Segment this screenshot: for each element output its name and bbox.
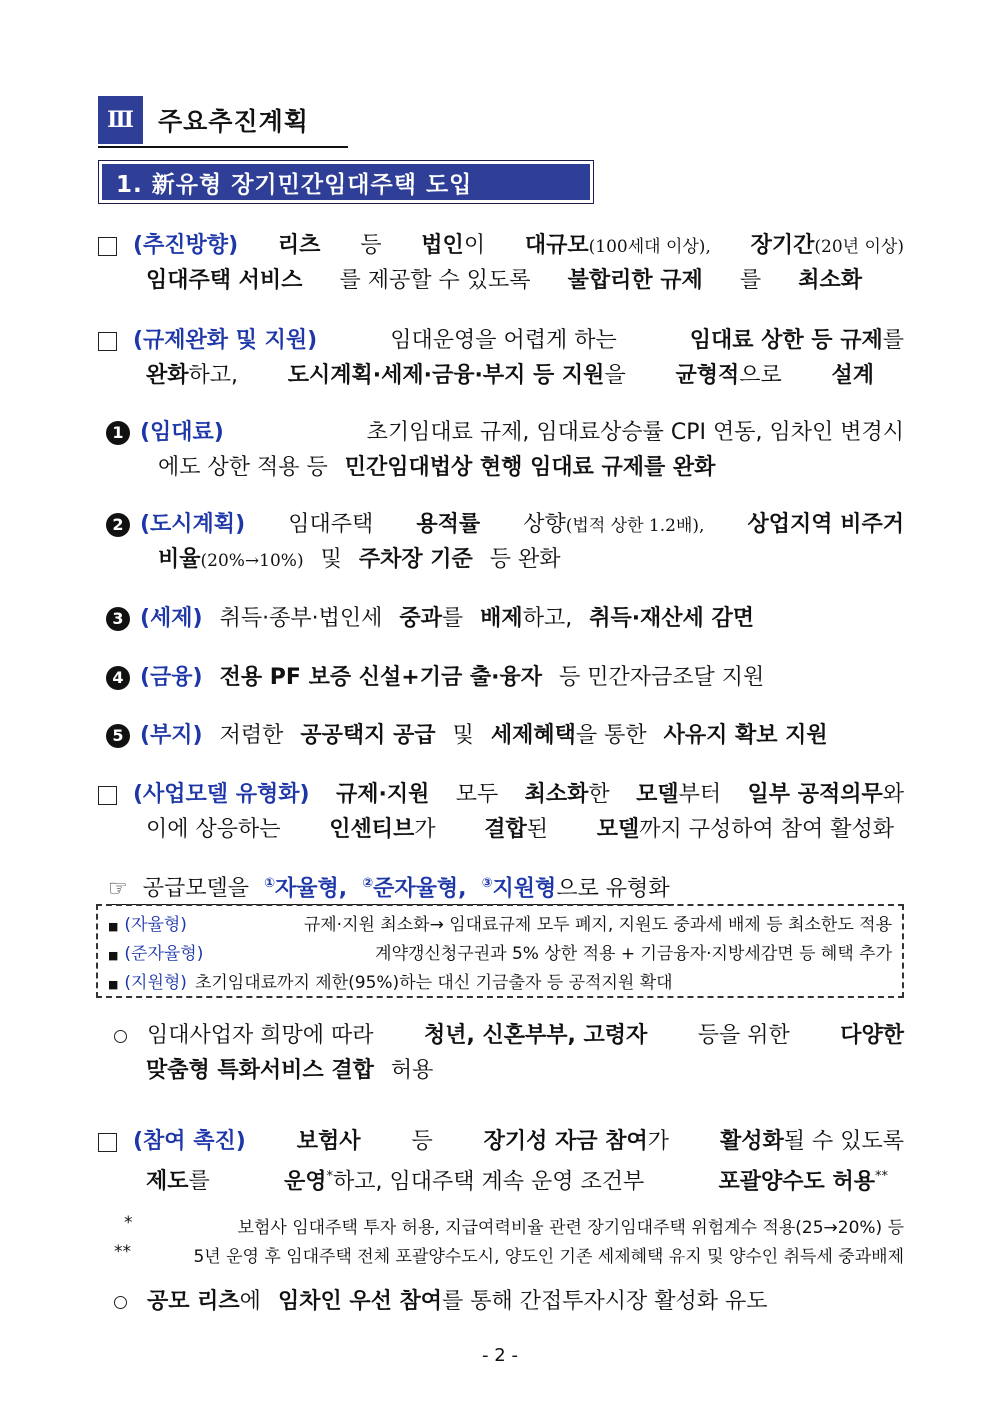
box-label: (지원형) (124, 972, 187, 993)
box-text: 규제·지원 최소화→ 임대료규제 모두 폐지, 지원도 중과세 배제 등 최소한도 적용 (303, 914, 892, 935)
label-direction: (추진방향) (133, 233, 239, 258)
box-label: (준자율형) (124, 943, 204, 964)
text: (법적 상한 1.2배), (565, 516, 705, 536)
label-regulation: (규제완화 및 지원) (133, 328, 318, 353)
text: 리츠 (277, 233, 321, 258)
text: * (326, 1169, 334, 1184)
item-4 (106, 663, 764, 693)
text: 비율 (158, 547, 201, 572)
text: 취득·재산세 감면 (589, 606, 754, 631)
text: 대규모 (524, 233, 589, 258)
paragraph-3-line-2 (146, 815, 894, 845)
text: 까지 구성하여 참여 활성화 (639, 817, 894, 842)
paragraph-3-line-1 (98, 780, 904, 810)
text: 가 (647, 1129, 670, 1154)
paragraph-4-line-1 (114, 1021, 904, 1051)
text: 등 (360, 233, 382, 258)
label-tax: (세제) (140, 606, 203, 631)
text: 초기임대료 규제, 임대료상승률 CPI 연동, 임차인 변경시 (366, 420, 904, 445)
text: 등을 위한 (697, 1023, 790, 1048)
text: 와 (882, 782, 904, 807)
text: 민간임대법상 현행 임대료 규제를 완화 (344, 455, 716, 480)
text: 배제 (480, 606, 523, 631)
text: 이 (463, 233, 486, 258)
box-item-2 (108, 937, 892, 965)
text: 전용 PF 보증 신설+기금 출·융자 (219, 665, 542, 690)
box-item-3 (108, 966, 892, 994)
text: 사유지 확보 지원 (663, 723, 828, 748)
text: 를 제공할 수 있도록 (339, 268, 531, 293)
text: 임대사업자 희망에 따라 (147, 1023, 374, 1048)
text: 하고, (188, 363, 239, 388)
footnote-2 (114, 1242, 904, 1267)
text: 상업지역 비주거 (747, 512, 904, 537)
text: 일부 공적의무 (747, 782, 883, 807)
footnote-text: 5년 운영 후 임대주택 전체 포괄양수도시, 양도인 기존 세제혜택 유지 및 양수인 취득세 중과배제 (193, 1247, 904, 1267)
page-number: - 2 - (482, 1345, 518, 1366)
model-summary-box (96, 904, 904, 998)
checkbox-bullet-icon (98, 237, 117, 256)
text: 포괄양수도 허용 (718, 1169, 875, 1195)
text: 청년, 신혼부부, 고령자 (423, 1023, 648, 1048)
text: 임대주택 (288, 512, 374, 537)
text: 법인 (421, 233, 464, 258)
footnote-mark: * (124, 1213, 133, 1233)
text: 불합리한 규제 (567, 268, 703, 293)
text: (20%→10%) (200, 551, 304, 571)
text: 용적률 (416, 512, 481, 537)
number-4-icon: 4 (106, 666, 130, 690)
text: 임대료 상한 등 규제 (689, 328, 883, 353)
text: 에 (239, 1289, 261, 1314)
checkbox-bullet-icon (98, 332, 117, 351)
text: 임대주택 서비스 (146, 268, 303, 293)
text: 규제·지원 (335, 782, 430, 807)
text: 취득·종부·법인세 (219, 606, 383, 631)
text: 및 (320, 547, 342, 572)
text: 한 (588, 782, 610, 807)
paragraph-2-line-2 (146, 361, 874, 391)
text: 다양한 (840, 1023, 904, 1048)
label-rent: (임대료) (140, 420, 224, 445)
text: 상향 (523, 512, 566, 537)
text: 을 통한 (575, 723, 647, 748)
pointing-hand-icon: ☞ (108, 876, 128, 902)
paragraph-5-line-1 (98, 1127, 904, 1157)
model-semi-autonomous: 준자율형, (373, 876, 467, 902)
text: ③ (481, 876, 493, 891)
item-5 (106, 721, 828, 751)
text: 공공택지 공급 (300, 723, 436, 748)
text: 장기간 (750, 233, 815, 258)
text: 를 (739, 268, 762, 293)
paragraph-1-line-2 (146, 266, 862, 296)
text: 모델 (596, 817, 640, 842)
square-bullet-icon: ■ (108, 919, 119, 933)
text: (20년 이상) (814, 237, 904, 257)
number-2-icon: 2 (106, 513, 130, 537)
circle-bullet-icon (114, 1296, 127, 1309)
text: 가 (414, 817, 436, 842)
subsection-title: 1. 新유형 장기민간임대주택 도입 (102, 164, 590, 200)
text: 를 (441, 606, 464, 631)
text: 최소화 (524, 782, 589, 807)
text: ② (362, 876, 374, 891)
item-2-line-1 (106, 510, 904, 541)
text: 운영 (284, 1169, 327, 1195)
box-item-1 (108, 908, 892, 936)
text: 저렴한 (219, 723, 284, 748)
text: 및 (452, 723, 474, 748)
footnote-text: 보험사 임대주택 투자 허용, 지급여력비율 관련 장기임대주택 위험계수 적용(25→20%) 등 (237, 1218, 904, 1238)
text: 맞춤형 특화서비스 결합 (146, 1058, 374, 1083)
paragraph-2-line-1 (98, 326, 904, 356)
text: 임차인 우선 참여 (277, 1289, 443, 1314)
text: 등 (411, 1129, 433, 1154)
section-roman-numeral: Ⅲ (98, 96, 143, 144)
paragraph-5-line-2 (146, 1162, 888, 1197)
text: 공급모델을 (142, 876, 249, 902)
label-urban-planning: (도시계획) (140, 512, 246, 537)
model-supported: 지원형 (492, 876, 557, 902)
text: 설계 (831, 363, 874, 388)
text: 완화 (146, 363, 189, 388)
text: 제도 (146, 1169, 189, 1195)
text: 인센티브 (329, 817, 415, 842)
item-1-line-2 (158, 453, 838, 483)
paragraph-1-line-1 (98, 231, 904, 262)
square-bullet-icon: ■ (108, 977, 119, 991)
text: 주차장 기준 (358, 547, 473, 572)
label-land: (부지) (140, 723, 203, 748)
label-business-model: (사업모델 유형화) (133, 782, 310, 807)
text: 를 (882, 328, 904, 353)
text: 될 수 있도록 (783, 1129, 904, 1154)
text: 균형적 (675, 363, 740, 388)
paragraph-4-line-2 (146, 1056, 433, 1086)
text: 를 (188, 1169, 210, 1195)
text: 부터 (678, 782, 722, 807)
text: 을 (604, 363, 626, 388)
text: 중과 (399, 606, 442, 631)
square-bullet-icon: ■ (108, 948, 119, 962)
text: 으로 (739, 363, 782, 388)
section-header (98, 96, 348, 148)
subsection-header (98, 160, 594, 204)
text: 활성화 (719, 1129, 784, 1154)
text: 결합 (484, 817, 527, 842)
checkbox-bullet-icon (98, 1133, 117, 1152)
box-text: 계약갱신청구권과 5% 상한 적용 + 기금융자·지방세감면 등 혜택 추가 (375, 943, 892, 964)
text: 허용 (390, 1058, 434, 1083)
item-3 (106, 604, 754, 634)
label-participation: (참여 촉진) (133, 1129, 246, 1154)
model-autonomous: 자율형, (275, 876, 348, 902)
text: ① (264, 876, 276, 891)
text: 모델 (636, 782, 679, 807)
box-text: 초기임대료까지 제한(95%)하는 대신 기금출자 등 공적지원 확대 (194, 972, 673, 993)
text: 보험사 (296, 1129, 361, 1154)
text: 공모 리츠 (147, 1289, 240, 1314)
footnote-mark: ** (114, 1242, 131, 1262)
text: 장기성 자금 참여 (483, 1129, 648, 1154)
text: 등 완화 (489, 547, 561, 572)
text: 하고, (522, 606, 573, 631)
text: 에도 상한 적용 등 (158, 455, 328, 480)
checkbox-bullet-icon (98, 786, 117, 805)
text: 이에 상응하는 (146, 817, 281, 842)
text: 모두 (455, 782, 499, 807)
item-2-line-2 (158, 545, 561, 576)
text: 으로 유형화 (556, 876, 670, 902)
circle-bullet-icon (114, 1030, 127, 1043)
section-title: 주요추진계획 (158, 107, 309, 136)
number-1-icon: 1 (106, 421, 130, 445)
paragraph-6 (114, 1287, 768, 1317)
text: 세제혜택 (490, 723, 576, 748)
text: (100세대 이상), (588, 237, 711, 257)
pointer-line (108, 869, 674, 905)
text: ** (874, 1169, 888, 1184)
number-3-icon: 3 (106, 607, 130, 631)
item-1-line-1 (106, 418, 904, 448)
footnote-1 (124, 1213, 904, 1238)
text: 도시계획·세제·금융·부지 등 지원 (287, 363, 605, 388)
text: 된 (526, 817, 548, 842)
label-finance: (금융) (140, 665, 203, 690)
text: 하고, 임대주택 계속 운영 조건부 (333, 1169, 645, 1195)
text: 를 통해 간접투자시장 활성화 유도 (442, 1289, 768, 1314)
text: 임대운영을 어렵게 하는 (390, 328, 617, 353)
box-label: (자율형) (124, 914, 187, 935)
text: 등 민간자금조달 지원 (558, 665, 765, 690)
text: 최소화 (798, 268, 862, 293)
number-5-icon: 5 (106, 724, 130, 748)
